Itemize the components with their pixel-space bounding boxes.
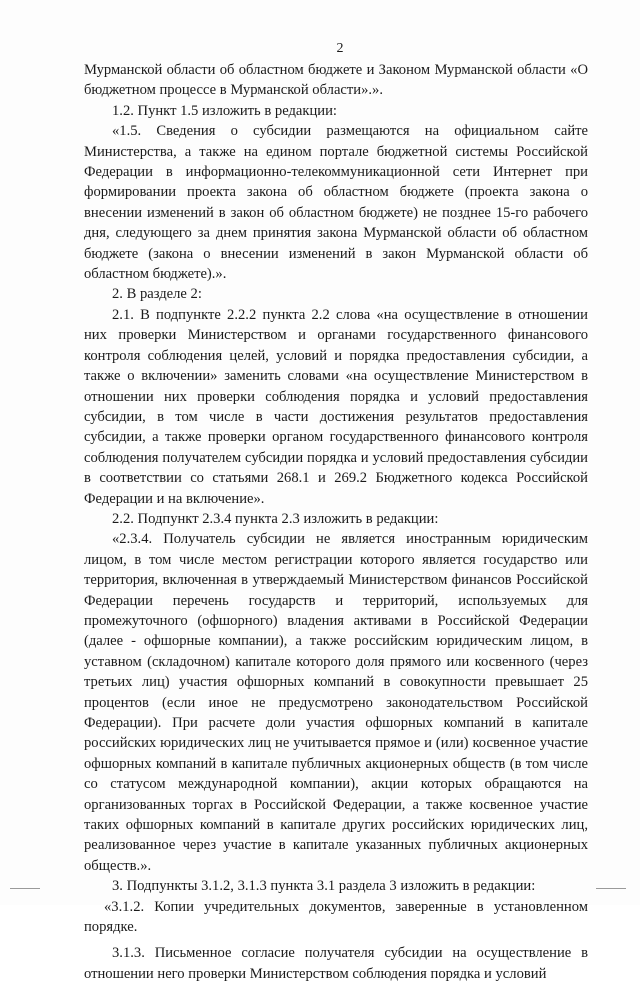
paragraph-clause-3-1-3: 3.1.3. Письменное согласие получателя субсидии на осуществление в отношении него проверки Министерством соблюдения порядка и условий	[84, 945, 588, 982]
paragraph-clause-2-3-4-text: «2.3.4. Получатель субсидии не является иностранным юридическим лицом, в том числе местом регистрации которого является государство или территория, включенная в утверждаемый Министерством финансов Российской Федерации перечень государств и территорий, используемых для промежуточного (офшорного) владения активами в Российской Федерации (далее - офшорные компании), а также российским юридическим лицом, в уставном (складочном) капитале которого доля прямого или косвенного (через третьих лиц) участия офшорных компаний в совокупности превышает 25 процентов (если иное не предусмотрено законодательством Российской Федерации). При расчете доли участия офшорных компаний в капитале российских юридических лиц не учитывается прямое и (или) косвенное участие офшорных компаний в капитале публичных акционерных обществ (в том числе со статусом международной компании), акции которых обращаются на организованных торгах в Российской Федерации, а также косвенное участие таких офшорных компаний в капитале других российских юридических лиц, реализованное через участие в капитале указанных публичных акционерных обществ.».	[84, 531, 588, 874]
paragraph-clause-1-5-text: «1.5. Сведения о субсидии размещаются на официальном сайте Министерства, а также на едином портале бюджетной системы Российской Федерации в информационно-телекоммуникационной сети Интернет при формировании проекта закона об областном бюджете (проекта закона о внесении изменений в закон об областном бюджете) не позднее 15-го рабочего дня, следующего за днем принятия закона Мурманской области об областном бюджете (закона о внесении изменений в закон Мурманской области об областном бюджете).».	[84, 123, 588, 283]
scan-edge-line-left	[10, 888, 40, 889]
paragraph-section-2: 2. В разделе 2:	[112, 286, 202, 303]
paragraph-continuation: Мурманской области об областном бюджете и Законом Мурманской области «О бюджетном процессе в Мурманской области».».	[84, 62, 588, 99]
scan-edge-line-right	[596, 888, 626, 889]
paragraph-clause-3-1-2: «3.1.2. Копии учредительных документов, заверенные в установленном порядке.	[84, 898, 588, 936]
document-body	[84, 60, 588, 984]
paragraph-clause-1-2: 1.2. Пункт 1.5 изложить в редакции:	[112, 102, 337, 119]
page-number: 2	[336, 41, 344, 56]
paragraph-section-3: 3. Подпункты 3.1.2, 3.1.3 пункта 3.1 раздела 3 изложить в редакции:	[112, 878, 536, 895]
paragraph-clause-2-2: 2.2. Подпункт 2.3.4 пункта 2.3 изложить в редакции:	[112, 510, 439, 527]
paragraph-clause-2-1: 2.1. В подпункте 2.2.2 пункта 2.2 слова «на осуществление в отношении них проверки Министерством и органами государственного финансового контроля соблюдения целей, условий и порядка предоставления субсидии, а также о включении» заменить словами «на осуществление Министерством в отношении них проверки соблюдения порядка и условий предоставления субсидии, в том числе в части достижения результатов предоставления субсидии, а также проверки органом государственного финансового контроля соблюдения получателем субсидии порядка и условий предоставления субсидии в соответствии со статьями 268.1 и 269.2 Бюджетного кодекса Российской Федерации и на включение».	[84, 306, 588, 507]
